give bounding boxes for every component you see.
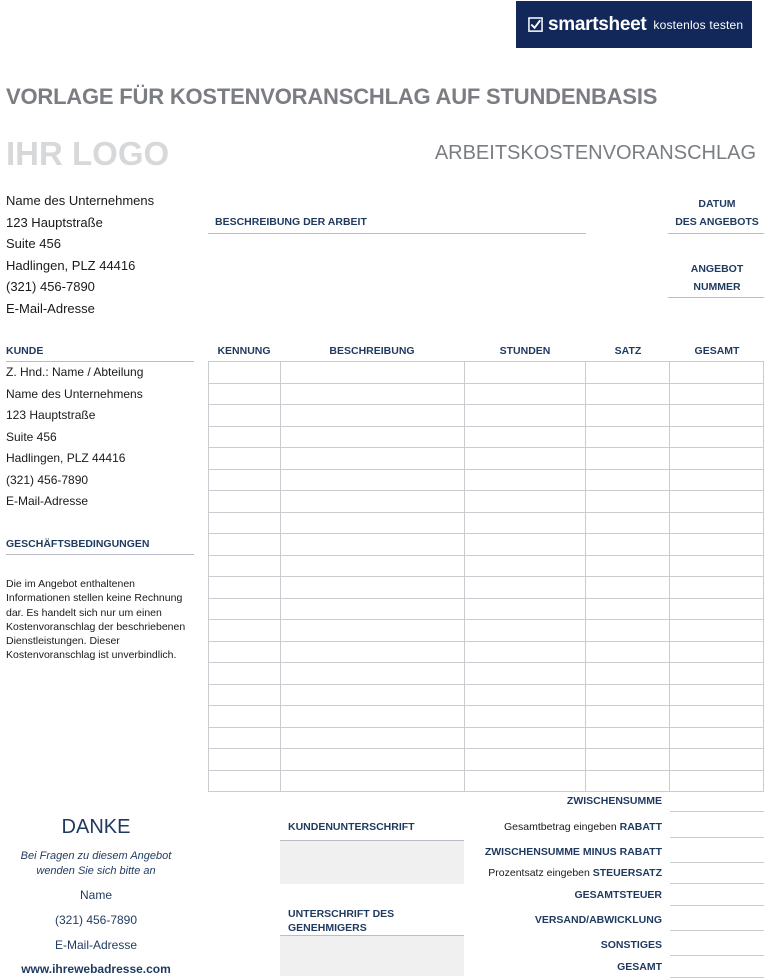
cell-rate[interactable] (586, 362, 670, 384)
cell-rate[interactable] (586, 641, 670, 663)
work-description-label: BESCHREIBUNG DER ARBEIT (215, 216, 367, 228)
table-row (209, 684, 764, 706)
cell-id[interactable] (209, 469, 281, 491)
cell-total[interactable] (670, 491, 764, 513)
cell-total[interactable] (670, 727, 764, 749)
cell-description[interactable] (280, 641, 464, 663)
cell-hours[interactable] (464, 620, 586, 642)
table-row (209, 770, 764, 792)
cell-description[interactable] (280, 469, 464, 491)
total-tax-field[interactable] (670, 885, 764, 906)
cell-total[interactable] (670, 706, 764, 728)
date-label: DATUM (698, 198, 736, 210)
customer-street: 123 Hauptstraße (6, 408, 96, 422)
table-row (209, 512, 764, 534)
customer-city: Hadlingen, PLZ 44416 (6, 451, 126, 465)
table-row (209, 727, 764, 749)
cell-hours[interactable] (464, 383, 586, 405)
cell-id[interactable] (209, 598, 281, 620)
total-tax-label: GESAMTSTEUER (574, 889, 662, 901)
smartsheet-banner[interactable] (516, 1, 752, 48)
cell-total[interactable] (670, 448, 764, 470)
cell-rate[interactable] (586, 749, 670, 771)
table-row (209, 534, 764, 556)
brand-name: smartsheet (548, 13, 647, 35)
approver-signature-label: UNTERSCHRIFT DES GENEHMIGERS (288, 908, 395, 934)
logo-placeholder: IHR LOGO (6, 135, 170, 172)
cell-id[interactable] (209, 405, 281, 427)
quote-number-field[interactable] (668, 297, 764, 298)
cell-id[interactable] (209, 663, 281, 685)
cell-description[interactable] (280, 663, 464, 685)
table-row (209, 620, 764, 642)
quote-number-label-line-2: NUMMER (693, 281, 741, 293)
cell-id[interactable] (209, 383, 281, 405)
cell-rate[interactable] (586, 448, 670, 470)
cell-rate[interactable] (586, 577, 670, 599)
terms-label-line (6, 554, 194, 555)
cell-description[interactable] (280, 383, 464, 405)
cell-total[interactable] (670, 426, 764, 448)
table-row (209, 663, 764, 685)
cell-hours[interactable] (464, 512, 586, 534)
company-city: Hadlingen, PLZ 44416 (6, 257, 136, 273)
cell-rate[interactable] (586, 555, 670, 577)
cell-total[interactable] (670, 749, 764, 771)
customer-attention: Z. Hnd.: Name / Abteilung (6, 365, 144, 379)
cell-total[interactable] (670, 555, 764, 577)
cell-hours[interactable] (464, 706, 586, 728)
cell-rate[interactable] (586, 512, 670, 534)
table-row (209, 706, 764, 728)
cell-hours[interactable] (464, 684, 586, 706)
table-row (209, 598, 764, 620)
cell-hours[interactable] (464, 598, 586, 620)
cell-rate[interactable] (586, 684, 670, 706)
date-field[interactable] (668, 233, 764, 234)
shipping-label: VERSAND/ABWICKLUNG (534, 914, 662, 926)
customer-suite: Suite 456 (6, 429, 57, 444)
table-row (209, 426, 764, 448)
cell-description[interactable] (280, 706, 464, 728)
contact-name: Name (79, 888, 112, 902)
cell-id[interactable] (209, 534, 281, 556)
cell-total[interactable] (670, 577, 764, 599)
company-address (6, 190, 154, 319)
shipping-field[interactable] (670, 910, 764, 931)
column-header-total: GESAMT (694, 345, 740, 357)
cell-rate[interactable] (586, 620, 670, 642)
cell-id[interactable] (209, 577, 281, 599)
customer-phone: (321) 456-7890 (6, 472, 89, 487)
cell-hours[interactable] (464, 469, 586, 491)
cell-total[interactable] (670, 469, 764, 491)
subtotal-less-discount-label: ZWISCHENSUMME MINUS RABATT (484, 846, 662, 858)
other-label: SONSTIGES (600, 939, 662, 951)
cell-id[interactable] (209, 770, 281, 792)
other-field[interactable] (670, 935, 764, 956)
cell-total[interactable] (670, 405, 764, 427)
thanks-heading: DANKE (61, 816, 131, 838)
discount-label: Gesamtbetrag eingeben RABATT (504, 821, 662, 833)
date-label-line-2: DES ANGEBOTS (675, 216, 759, 228)
cell-rate[interactable] (586, 469, 670, 491)
cell-description[interactable] (280, 770, 464, 792)
cell-total[interactable] (670, 598, 764, 620)
cell-rate[interactable] (586, 706, 670, 728)
cell-rate[interactable] (586, 426, 670, 448)
subtotal-field[interactable] (670, 791, 764, 812)
cell-rate[interactable] (586, 383, 670, 405)
cell-rate[interactable] (586, 491, 670, 513)
smartsheet-check-icon (528, 17, 543, 32)
quote-number-label: ANGEBOT (690, 263, 744, 275)
cell-total[interactable] (670, 620, 764, 642)
cell-description[interactable] (280, 405, 464, 427)
cell-hours[interactable] (464, 491, 586, 513)
table-row (209, 749, 764, 771)
cell-rate[interactable] (586, 663, 670, 685)
cell-description[interactable] (280, 426, 464, 448)
cell-hours[interactable] (464, 555, 586, 577)
cell-id[interactable] (209, 512, 281, 534)
column-header-id: KENNUNG (217, 345, 271, 357)
company-email: E-Mail-Adresse (6, 300, 95, 316)
column-header-description: BESCHREIBUNG (329, 345, 415, 357)
cell-total[interactable] (670, 663, 764, 685)
terms-label: GESCHÄFTSBEDINGUNGEN (6, 538, 150, 550)
company-phone: (321) 456-7890 (6, 279, 95, 294)
table-row (209, 555, 764, 577)
table-row (209, 362, 764, 384)
cell-id[interactable] (209, 706, 281, 728)
cell-description[interactable] (280, 577, 464, 599)
cell-rate[interactable] (586, 405, 670, 427)
questions-text: Bei Fragen zu diesem Angebot wenden Sie sich bitte an (20, 850, 172, 877)
cell-hours[interactable] (464, 663, 586, 685)
terms-text: Die im Angebot enthaltenen Informationen stellen keine Rechnung dar. Es handelt sich nur um einen Kostenvoranschlag der beschriebenen Dienstleistungen. Dieser Kostenvoranschlag ist unverbindlich. (6, 578, 186, 662)
cell-total[interactable] (670, 684, 764, 706)
cell-hours[interactable] (464, 641, 586, 663)
cell-description[interactable] (280, 598, 464, 620)
cell-id[interactable] (209, 448, 281, 470)
subtotal-less-discount-field[interactable] (670, 842, 764, 863)
cell-id[interactable] (209, 749, 281, 771)
table-row (209, 469, 764, 491)
line-items-table (208, 361, 764, 792)
cell-total[interactable] (670, 362, 764, 384)
subtotal-label: ZWISCHENSUMME (566, 795, 662, 807)
cell-hours[interactable] (464, 426, 586, 448)
company-name: Name des Unternehmens (6, 193, 155, 208)
cell-hours[interactable] (464, 577, 586, 599)
cell-id[interactable] (209, 555, 281, 577)
cell-rate[interactable] (586, 727, 670, 749)
company-suite: Suite 456 (6, 236, 61, 251)
customer-label: KUNDE (6, 345, 44, 357)
cell-total[interactable] (670, 770, 764, 792)
cell-description[interactable] (280, 448, 464, 470)
cell-id[interactable] (209, 727, 281, 749)
tax-rate-label: Prozentsatz eingeben STEUERSATZ (488, 867, 662, 879)
cell-id[interactable] (209, 620, 281, 642)
grand-total-field[interactable] (670, 957, 764, 978)
contact-email: E-Mail-Adresse (54, 938, 138, 952)
cell-description[interactable] (280, 749, 464, 771)
discount-field[interactable] (670, 817, 764, 838)
tax-rate-field[interactable] (670, 863, 764, 884)
cell-description[interactable] (280, 555, 464, 577)
company-street: 123 Hauptstraße (6, 214, 103, 230)
table-row (209, 448, 764, 470)
cell-description[interactable] (280, 620, 464, 642)
cell-id[interactable] (209, 426, 281, 448)
customer-name: Name des Unternehmens (6, 386, 143, 401)
cell-rate[interactable] (586, 598, 670, 620)
cell-hours[interactable] (464, 448, 586, 470)
cell-hours[interactable] (464, 362, 586, 384)
customer-email: E-Mail-Adresse (6, 494, 89, 508)
table-row (209, 383, 764, 405)
cell-hours[interactable] (464, 534, 586, 556)
grand-total-label: GESAMT (617, 961, 662, 973)
page-title: VORLAGE FÜR KOSTENVORANSCHLAG AUF STUNDENBASIS (6, 84, 658, 109)
cell-description[interactable] (280, 362, 464, 384)
table-row (209, 641, 764, 663)
approver-signature-box[interactable] (280, 936, 464, 976)
cell-id[interactable] (209, 641, 281, 663)
trial-link[interactable]: kostenlos testen (653, 17, 744, 32)
cell-description[interactable] (280, 534, 464, 556)
cell-hours[interactable] (464, 727, 586, 749)
cell-hours[interactable] (464, 770, 586, 792)
table-row (209, 405, 764, 427)
customer-signature-label: KUNDENUNTERSCHRIFT (288, 821, 415, 833)
cell-id[interactable] (209, 684, 281, 706)
cell-description[interactable] (280, 491, 464, 513)
contact-website[interactable]: www.ihrewebadresse.com (21, 962, 171, 976)
cell-description[interactable] (280, 727, 464, 749)
work-description-line (208, 233, 586, 234)
cell-description[interactable] (280, 512, 464, 534)
customer-address (6, 362, 143, 513)
cell-total[interactable] (670, 641, 764, 663)
cell-rate[interactable] (586, 770, 670, 792)
column-header-hours: STUNDEN (499, 345, 551, 357)
cell-description[interactable] (280, 684, 464, 706)
cell-rate[interactable] (586, 534, 670, 556)
cell-total[interactable] (670, 383, 764, 405)
cell-id[interactable] (209, 362, 281, 384)
contact-phone: (321) 456-7890 (54, 913, 138, 927)
table-row (209, 491, 764, 513)
customer-signature-box[interactable] (280, 841, 464, 884)
document-subtitle: ARBEITSKOSTENVORANSCHLAG (434, 142, 756, 164)
cell-total[interactable] (670, 512, 764, 534)
cell-total[interactable] (670, 534, 764, 556)
cell-hours[interactable] (464, 405, 586, 427)
cell-id[interactable] (209, 491, 281, 513)
table-row (209, 577, 764, 599)
cell-hours[interactable] (464, 749, 586, 771)
column-header-rate: SATZ (614, 345, 642, 357)
